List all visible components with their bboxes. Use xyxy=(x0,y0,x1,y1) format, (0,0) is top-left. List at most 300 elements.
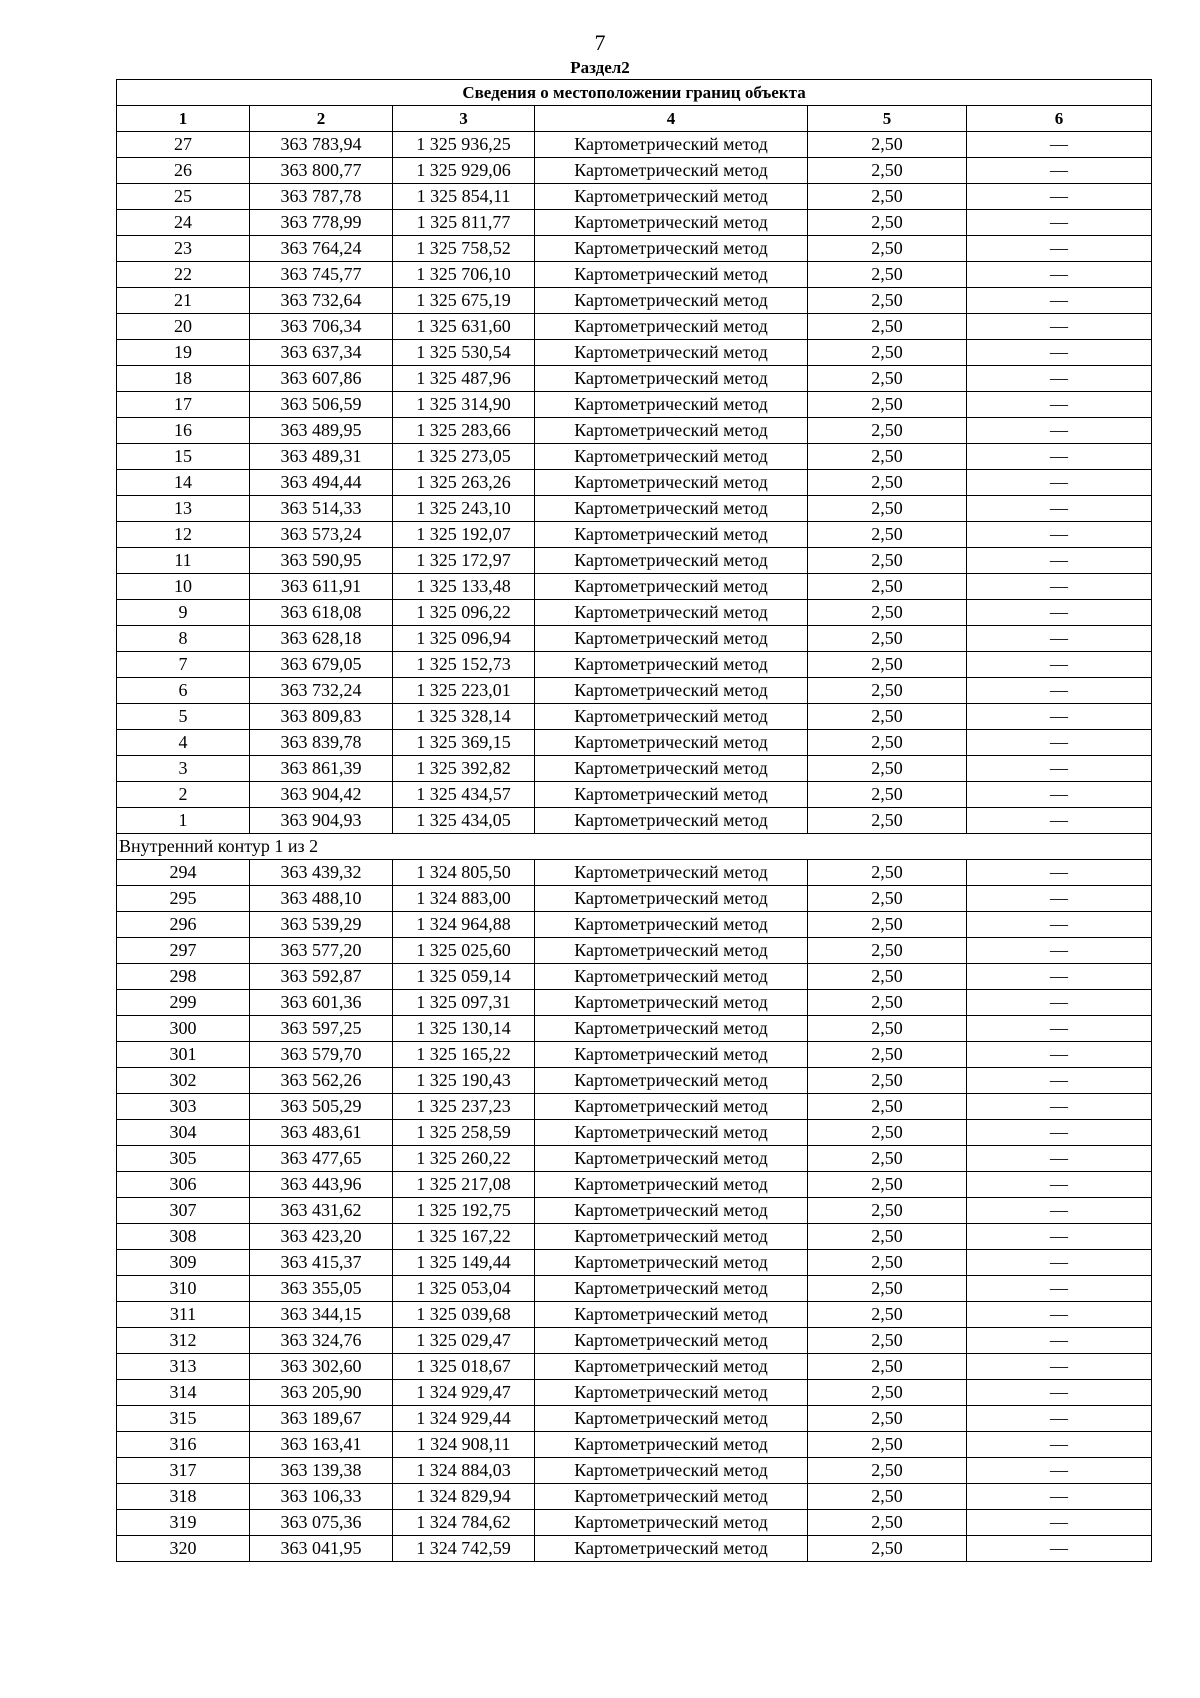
y-coordinate-cell: 1 325 392,82 xyxy=(393,756,535,782)
table-row xyxy=(117,1510,1152,1536)
accuracy-cell: 2,50 xyxy=(808,1172,967,1198)
accuracy-cell: 2,50 xyxy=(808,600,967,626)
y-coordinate-cell: 1 325 172,97 xyxy=(393,548,535,574)
description-cell: — xyxy=(967,782,1152,808)
accuracy-cell: 2,50 xyxy=(808,626,967,652)
coordinates-table xyxy=(116,79,1152,1562)
y-coordinate-cell: 1 325 706,10 xyxy=(393,262,535,288)
y-coordinate-cell: 1 325 096,22 xyxy=(393,600,535,626)
y-coordinate-cell: 1 325 243,10 xyxy=(393,496,535,522)
description-cell: — xyxy=(967,392,1152,418)
y-coordinate-cell: 1 325 223,01 xyxy=(393,678,535,704)
point-number-cell: 308 xyxy=(117,1224,250,1250)
x-coordinate-cell: 363 607,86 xyxy=(250,366,393,392)
accuracy-cell: 2,50 xyxy=(808,1484,967,1510)
description-cell: — xyxy=(967,1510,1152,1536)
point-number-cell: 14 xyxy=(117,470,250,496)
description-cell: — xyxy=(967,444,1152,470)
accuracy-cell: 2,50 xyxy=(808,912,967,938)
column-header: 6 xyxy=(967,106,1152,132)
x-coordinate-cell: 363 778,99 xyxy=(250,210,393,236)
x-coordinate-cell: 363 075,36 xyxy=(250,1510,393,1536)
column-header: 4 xyxy=(535,106,808,132)
method-cell: Картометрический метод xyxy=(535,860,808,886)
y-coordinate-cell: 1 325 059,14 xyxy=(393,964,535,990)
x-coordinate-cell: 363 443,96 xyxy=(250,1172,393,1198)
accuracy-cell: 2,50 xyxy=(808,470,967,496)
x-coordinate-cell: 363 163,41 xyxy=(250,1432,393,1458)
page-number: 7 xyxy=(594,30,606,55)
y-coordinate-cell: 1 325 328,14 xyxy=(393,704,535,730)
accuracy-cell: 2,50 xyxy=(808,1432,967,1458)
y-coordinate-cell: 1 325 260,22 xyxy=(393,1146,535,1172)
x-coordinate-cell: 363 189,67 xyxy=(250,1406,393,1432)
x-coordinate-cell: 363 597,25 xyxy=(250,1016,393,1042)
table-row xyxy=(117,1458,1152,1484)
table-row xyxy=(117,1016,1152,1042)
column-header: 1 xyxy=(117,106,250,132)
y-coordinate-cell: 1 325 039,68 xyxy=(393,1302,535,1328)
x-coordinate-cell: 363 562,26 xyxy=(250,1068,393,1094)
section-title: Раздел2 xyxy=(570,58,630,77)
y-coordinate-cell: 1 325 758,52 xyxy=(393,236,535,262)
point-number-cell: 320 xyxy=(117,1536,250,1562)
y-coordinate-cell: 1 325 283,66 xyxy=(393,418,535,444)
description-cell: — xyxy=(967,1536,1152,1562)
table-row xyxy=(117,184,1152,210)
description-cell: — xyxy=(967,340,1152,366)
table-row xyxy=(117,704,1152,730)
accuracy-cell: 2,50 xyxy=(808,236,967,262)
table-row xyxy=(117,860,1152,886)
accuracy-cell: 2,50 xyxy=(808,990,967,1016)
description-cell: — xyxy=(967,626,1152,652)
description-cell: — xyxy=(967,730,1152,756)
x-coordinate-cell: 363 732,64 xyxy=(250,288,393,314)
accuracy-cell: 2,50 xyxy=(808,262,967,288)
x-coordinate-cell: 363 477,65 xyxy=(250,1146,393,1172)
point-number-cell: 4 xyxy=(117,730,250,756)
point-number-cell: 300 xyxy=(117,1016,250,1042)
x-coordinate-cell: 363 302,60 xyxy=(250,1354,393,1380)
table-row xyxy=(117,938,1152,964)
method-cell: Картометрический метод xyxy=(535,1510,808,1536)
y-coordinate-cell: 1 324 964,88 xyxy=(393,912,535,938)
accuracy-cell: 2,50 xyxy=(808,652,967,678)
x-coordinate-cell: 363 783,94 xyxy=(250,132,393,158)
x-coordinate-cell: 363 431,62 xyxy=(250,1198,393,1224)
accuracy-cell: 2,50 xyxy=(808,1120,967,1146)
accuracy-cell: 2,50 xyxy=(808,1510,967,1536)
x-coordinate-cell: 363 787,78 xyxy=(250,184,393,210)
table-row xyxy=(117,912,1152,938)
description-cell: — xyxy=(967,262,1152,288)
point-number-cell: 298 xyxy=(117,964,250,990)
accuracy-cell: 2,50 xyxy=(808,1536,967,1562)
method-cell: Картометрический метод xyxy=(535,990,808,1016)
x-coordinate-cell: 363 618,08 xyxy=(250,600,393,626)
accuracy-cell: 2,50 xyxy=(808,1042,967,1068)
point-number-cell: 316 xyxy=(117,1432,250,1458)
point-number-cell: 297 xyxy=(117,938,250,964)
method-cell: Картометрический метод xyxy=(535,1120,808,1146)
x-coordinate-cell: 363 732,24 xyxy=(250,678,393,704)
y-coordinate-cell: 1 324 929,44 xyxy=(393,1406,535,1432)
point-number-cell: 312 xyxy=(117,1328,250,1354)
accuracy-cell: 2,50 xyxy=(808,678,967,704)
method-cell: Картометрический метод xyxy=(535,1146,808,1172)
description-cell: — xyxy=(967,938,1152,964)
method-cell: Картометрический метод xyxy=(535,1354,808,1380)
point-number-cell: 313 xyxy=(117,1354,250,1380)
method-cell: Картометрический метод xyxy=(535,886,808,912)
table-row xyxy=(117,730,1152,756)
point-number-cell: 314 xyxy=(117,1380,250,1406)
table-row xyxy=(117,626,1152,652)
table-row xyxy=(117,444,1152,470)
description-cell: — xyxy=(967,1068,1152,1094)
description-cell: — xyxy=(967,210,1152,236)
x-coordinate-cell: 363 205,90 xyxy=(250,1380,393,1406)
description-cell: — xyxy=(967,704,1152,730)
table-row xyxy=(117,1354,1152,1380)
y-coordinate-cell: 1 325 096,94 xyxy=(393,626,535,652)
x-coordinate-cell: 363 679,05 xyxy=(250,652,393,678)
accuracy-cell: 2,50 xyxy=(808,496,967,522)
x-coordinate-cell: 363 488,10 xyxy=(250,886,393,912)
x-coordinate-cell: 363 904,93 xyxy=(250,808,393,834)
x-coordinate-cell: 363 415,37 xyxy=(250,1250,393,1276)
description-cell: — xyxy=(967,912,1152,938)
table-row xyxy=(117,1094,1152,1120)
description-cell: — xyxy=(967,756,1152,782)
method-cell: Картометрический метод xyxy=(535,938,808,964)
point-number-cell: 2 xyxy=(117,782,250,808)
description-cell: — xyxy=(967,1146,1152,1172)
x-coordinate-cell: 363 706,34 xyxy=(250,314,393,340)
table-row xyxy=(117,1146,1152,1172)
y-coordinate-cell: 1 325 487,96 xyxy=(393,366,535,392)
x-coordinate-cell: 363 861,39 xyxy=(250,756,393,782)
point-number-cell: 305 xyxy=(117,1146,250,1172)
x-coordinate-cell: 363 041,95 xyxy=(250,1536,393,1562)
x-coordinate-cell: 363 489,31 xyxy=(250,444,393,470)
y-coordinate-cell: 1 325 165,22 xyxy=(393,1042,535,1068)
accuracy-cell: 2,50 xyxy=(808,1406,967,1432)
accuracy-cell: 2,50 xyxy=(808,184,967,210)
method-cell: Картометрический метод xyxy=(535,236,808,262)
description-cell: — xyxy=(967,1354,1152,1380)
point-number-cell: 10 xyxy=(117,574,250,600)
accuracy-cell: 2,50 xyxy=(808,730,967,756)
table-row xyxy=(117,886,1152,912)
y-coordinate-cell: 1 325 025,60 xyxy=(393,938,535,964)
x-coordinate-cell: 363 577,20 xyxy=(250,938,393,964)
x-coordinate-cell: 363 573,24 xyxy=(250,522,393,548)
description-cell: — xyxy=(967,652,1152,678)
method-cell: Картометрический метод xyxy=(535,626,808,652)
accuracy-cell: 2,50 xyxy=(808,158,967,184)
table-row xyxy=(117,756,1152,782)
accuracy-cell: 2,50 xyxy=(808,860,967,886)
accuracy-cell: 2,50 xyxy=(808,1016,967,1042)
method-cell: Картометрический метод xyxy=(535,1016,808,1042)
y-coordinate-cell: 1 325 675,19 xyxy=(393,288,535,314)
method-cell: Картометрический метод xyxy=(535,1432,808,1458)
method-cell: Картометрический метод xyxy=(535,340,808,366)
point-number-cell: 16 xyxy=(117,418,250,444)
table-row xyxy=(117,522,1152,548)
accuracy-cell: 2,50 xyxy=(808,288,967,314)
accuracy-cell: 2,50 xyxy=(808,964,967,990)
method-cell: Картометрический метод xyxy=(535,574,808,600)
description-cell: — xyxy=(967,418,1152,444)
point-number-cell: 19 xyxy=(117,340,250,366)
method-cell: Картометрический метод xyxy=(535,1094,808,1120)
method-cell: Картометрический метод xyxy=(535,964,808,990)
method-cell: Картометрический метод xyxy=(535,288,808,314)
point-number-cell: 301 xyxy=(117,1042,250,1068)
x-coordinate-cell: 363 139,38 xyxy=(250,1458,393,1484)
table-row xyxy=(117,340,1152,366)
point-number-cell: 23 xyxy=(117,236,250,262)
table-row xyxy=(117,288,1152,314)
y-coordinate-cell: 1 324 908,11 xyxy=(393,1432,535,1458)
description-cell: — xyxy=(967,366,1152,392)
table-row xyxy=(117,548,1152,574)
x-coordinate-cell: 363 628,18 xyxy=(250,626,393,652)
description-cell: — xyxy=(967,1224,1152,1250)
table-row xyxy=(117,262,1152,288)
point-number-cell: 310 xyxy=(117,1276,250,1302)
x-coordinate-cell: 363 611,91 xyxy=(250,574,393,600)
x-coordinate-cell: 363 839,78 xyxy=(250,730,393,756)
table-row xyxy=(117,1120,1152,1146)
method-cell: Картометрический метод xyxy=(535,756,808,782)
x-coordinate-cell: 363 590,95 xyxy=(250,548,393,574)
accuracy-cell: 2,50 xyxy=(808,340,967,366)
table-row xyxy=(117,392,1152,418)
accuracy-cell: 2,50 xyxy=(808,1302,967,1328)
description-cell: — xyxy=(967,678,1152,704)
accuracy-cell: 2,50 xyxy=(808,132,967,158)
point-number-cell: 17 xyxy=(117,392,250,418)
accuracy-cell: 2,50 xyxy=(808,548,967,574)
table-row xyxy=(117,990,1152,1016)
point-number-cell: 317 xyxy=(117,1458,250,1484)
y-coordinate-cell: 1 324 784,62 xyxy=(393,1510,535,1536)
point-number-cell: 302 xyxy=(117,1068,250,1094)
point-number-cell: 295 xyxy=(117,886,250,912)
y-coordinate-cell: 1 325 811,77 xyxy=(393,210,535,236)
x-coordinate-cell: 363 344,15 xyxy=(250,1302,393,1328)
x-coordinate-cell: 363 539,29 xyxy=(250,912,393,938)
point-number-cell: 20 xyxy=(117,314,250,340)
x-coordinate-cell: 363 601,36 xyxy=(250,990,393,1016)
y-coordinate-cell: 1 324 742,59 xyxy=(393,1536,535,1562)
x-coordinate-cell: 363 764,24 xyxy=(250,236,393,262)
point-number-cell: 309 xyxy=(117,1250,250,1276)
table-row xyxy=(117,964,1152,990)
accuracy-cell: 2,50 xyxy=(808,782,967,808)
method-cell: Картометрический метод xyxy=(535,600,808,626)
description-cell: — xyxy=(967,132,1152,158)
method-cell: Картометрический метод xyxy=(535,1484,808,1510)
description-cell: — xyxy=(967,1380,1152,1406)
description-cell: — xyxy=(967,1198,1152,1224)
x-coordinate-cell: 363 494,44 xyxy=(250,470,393,496)
accuracy-cell: 2,50 xyxy=(808,392,967,418)
accuracy-cell: 2,50 xyxy=(808,1380,967,1406)
x-coordinate-cell: 363 106,33 xyxy=(250,1484,393,1510)
method-cell: Картометрический метод xyxy=(535,210,808,236)
table-row xyxy=(117,678,1152,704)
table-row xyxy=(117,1250,1152,1276)
method-cell: Картометрический метод xyxy=(535,1068,808,1094)
point-number-cell: 5 xyxy=(117,704,250,730)
point-number-cell: 9 xyxy=(117,600,250,626)
accuracy-cell: 2,50 xyxy=(808,1328,967,1354)
description-cell: — xyxy=(967,1250,1152,1276)
accuracy-cell: 2,50 xyxy=(808,366,967,392)
method-cell: Картометрический метод xyxy=(535,392,808,418)
x-coordinate-cell: 363 637,34 xyxy=(250,340,393,366)
y-coordinate-cell: 1 325 434,57 xyxy=(393,782,535,808)
point-number-cell: 25 xyxy=(117,184,250,210)
description-cell: — xyxy=(967,1458,1152,1484)
accuracy-cell: 2,50 xyxy=(808,1198,967,1224)
table-row xyxy=(117,1432,1152,1458)
accuracy-cell: 2,50 xyxy=(808,1224,967,1250)
y-coordinate-cell: 1 325 217,08 xyxy=(393,1172,535,1198)
table-row xyxy=(117,1328,1152,1354)
method-cell: Картометрический метод xyxy=(535,782,808,808)
description-cell: — xyxy=(967,1094,1152,1120)
method-cell: Картометрический метод xyxy=(535,158,808,184)
table-row xyxy=(117,366,1152,392)
x-coordinate-cell: 363 483,61 xyxy=(250,1120,393,1146)
x-coordinate-cell: 363 904,42 xyxy=(250,782,393,808)
description-cell: — xyxy=(967,886,1152,912)
method-cell: Картометрический метод xyxy=(535,912,808,938)
table-row xyxy=(117,470,1152,496)
table-row xyxy=(117,210,1152,236)
accuracy-cell: 2,50 xyxy=(808,314,967,340)
y-coordinate-cell: 1 325 273,05 xyxy=(393,444,535,470)
description-cell: — xyxy=(967,548,1152,574)
point-number-cell: 1 xyxy=(117,808,250,834)
accuracy-cell: 2,50 xyxy=(808,1276,967,1302)
x-coordinate-cell: 363 514,33 xyxy=(250,496,393,522)
accuracy-cell: 2,50 xyxy=(808,1146,967,1172)
point-number-cell: 24 xyxy=(117,210,250,236)
y-coordinate-cell: 1 325 018,67 xyxy=(393,1354,535,1380)
column-header: 5 xyxy=(808,106,967,132)
method-cell: Картометрический метод xyxy=(535,1406,808,1432)
point-number-cell: 315 xyxy=(117,1406,250,1432)
table-row xyxy=(117,236,1152,262)
point-number-cell: 6 xyxy=(117,678,250,704)
accuracy-cell: 2,50 xyxy=(808,574,967,600)
method-cell: Картометрический метод xyxy=(535,444,808,470)
description-cell: — xyxy=(967,288,1152,314)
x-coordinate-cell: 363 506,59 xyxy=(250,392,393,418)
point-number-cell: 21 xyxy=(117,288,250,314)
accuracy-cell: 2,50 xyxy=(808,808,967,834)
point-number-cell: 318 xyxy=(117,1484,250,1510)
description-cell: — xyxy=(967,990,1152,1016)
table-row xyxy=(117,1224,1152,1250)
column-header: 2 xyxy=(250,106,393,132)
y-coordinate-cell: 1 325 237,23 xyxy=(393,1094,535,1120)
point-number-cell: 22 xyxy=(117,262,250,288)
contour-heading-row xyxy=(117,834,1152,860)
x-coordinate-cell: 363 324,76 xyxy=(250,1328,393,1354)
x-coordinate-cell: 363 423,20 xyxy=(250,1224,393,1250)
accuracy-cell: 2,50 xyxy=(808,210,967,236)
accuracy-cell: 2,50 xyxy=(808,1068,967,1094)
description-cell: — xyxy=(967,1120,1152,1146)
table-row xyxy=(117,782,1152,808)
y-coordinate-cell: 1 324 805,50 xyxy=(393,860,535,886)
accuracy-cell: 2,50 xyxy=(808,418,967,444)
table-row xyxy=(117,1198,1152,1224)
table-row xyxy=(117,132,1152,158)
method-cell: Картометрический метод xyxy=(535,1198,808,1224)
description-cell: — xyxy=(967,470,1152,496)
point-number-cell: 7 xyxy=(117,652,250,678)
method-cell: Картометрический метод xyxy=(535,1458,808,1484)
accuracy-cell: 2,50 xyxy=(808,1094,967,1120)
description-cell: — xyxy=(967,236,1152,262)
description-cell: — xyxy=(967,184,1152,210)
method-cell: Картометрический метод xyxy=(535,1328,808,1354)
y-coordinate-cell: 1 325 434,05 xyxy=(393,808,535,834)
description-cell: — xyxy=(967,808,1152,834)
method-cell: Картометрический метод xyxy=(535,652,808,678)
accuracy-cell: 2,50 xyxy=(808,886,967,912)
x-coordinate-cell: 363 809,83 xyxy=(250,704,393,730)
description-cell: — xyxy=(967,522,1152,548)
table-row xyxy=(117,574,1152,600)
point-number-cell: 26 xyxy=(117,158,250,184)
y-coordinate-cell: 1 325 149,44 xyxy=(393,1250,535,1276)
point-number-cell: 303 xyxy=(117,1094,250,1120)
method-cell: Картометрический метод xyxy=(535,1276,808,1302)
table-row xyxy=(117,1406,1152,1432)
table-row xyxy=(117,808,1152,834)
description-cell: — xyxy=(967,1016,1152,1042)
description-cell: — xyxy=(967,1276,1152,1302)
y-coordinate-cell: 1 325 631,60 xyxy=(393,314,535,340)
table-row xyxy=(117,1302,1152,1328)
description-cell: — xyxy=(967,496,1152,522)
method-cell: Картометрический метод xyxy=(535,470,808,496)
description-cell: — xyxy=(967,1328,1152,1354)
table-row xyxy=(117,1172,1152,1198)
table-row xyxy=(117,158,1152,184)
y-coordinate-cell: 1 325 029,47 xyxy=(393,1328,535,1354)
method-cell: Картометрический метод xyxy=(535,418,808,444)
description-cell: — xyxy=(967,1406,1152,1432)
point-number-cell: 8 xyxy=(117,626,250,652)
description-cell: — xyxy=(967,1302,1152,1328)
x-coordinate-cell: 363 489,95 xyxy=(250,418,393,444)
accuracy-cell: 2,50 xyxy=(808,522,967,548)
point-number-cell: 3 xyxy=(117,756,250,782)
table-row xyxy=(117,314,1152,340)
x-coordinate-cell: 363 579,70 xyxy=(250,1042,393,1068)
